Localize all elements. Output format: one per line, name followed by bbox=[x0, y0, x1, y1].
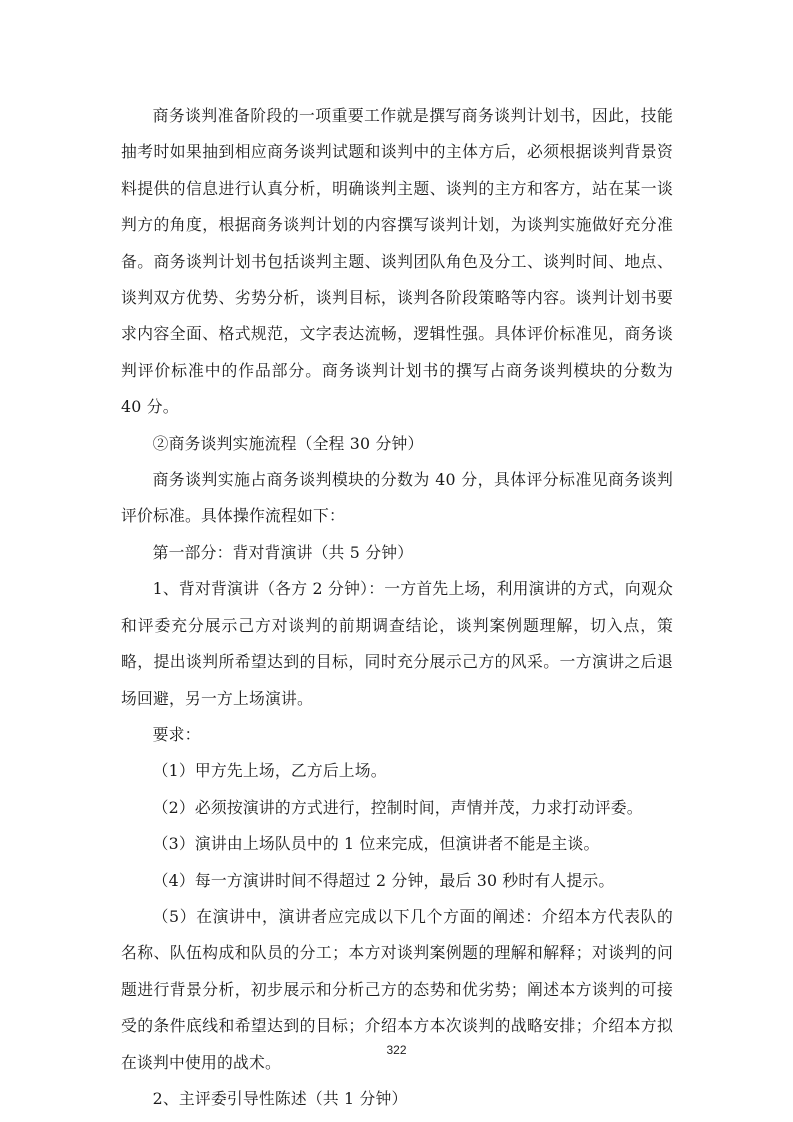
heading-chief-judge-statement: 2、主评委引导性陈述（共 1 分钟） bbox=[152, 1088, 408, 1108]
requirement-item-3: （3）演讲由上场队员中的 1 位来完成，但演讲者不能是主谈。 bbox=[152, 834, 600, 854]
requirement-item-5: （5）在演讲中，演讲者应完成以下几个方面的阐述：介绍本方代表队的名称、队伍构成和队员的分工；本方对谈判案例题的理解和解释；对谈判的问题进行背景分析，初步展示和分析己方的态势和优劣势；阐述本方谈判的可接受的条件底线和希望达到的目标；介绍本方本次谈判的战略安排；介绍本方拟在谈判中使用的战术。 bbox=[121, 906, 673, 1072]
requirements-label: 要求： bbox=[152, 724, 201, 744]
heading-part-one: 第一部分：背对背演讲（共 5 分钟） bbox=[152, 542, 414, 562]
heading-negotiation-process: ②商务谈判实施流程（全程 30 分钟） bbox=[152, 433, 424, 453]
requirement-item-1: （1）甲方先上场，乙方后上场。 bbox=[152, 761, 387, 781]
body-text bbox=[121, 98, 673, 1117]
paragraph-plan-writing: 商务谈判准备阶段的一项重要工作就是撰写商务谈判计划书，因此，技能抽考时如果抽到相应商务谈判试题和谈判中的主体方后，必须根据谈判背景资料提供的信息进行认真分析，明确谈判主题、谈判的主方和客方，站在某一谈判方的角度，根据商务谈判计划的内容撰写谈判计划，为谈判实施做好充分准备。商务谈判计划书包括谈判主题、谈判团队角色及分工、谈判时间、地点、谈判双方优势、劣势分析，谈判目标，谈判各阶段策略等内容。谈判计划书要求内容全面、格式规范，文字表达流畅，逻辑性强。具体评价标准见，商务谈判评价标准中的作品部分。商务谈判计划书的撰写占商务谈判模块的分数为 40 分。 bbox=[121, 106, 673, 417]
page-number: 322 bbox=[386, 1043, 407, 1057]
paragraph-scoring: 商务谈判实施占商务谈判模块的分数为 40 分，具体评分标准见商务谈判评价标准。具体操作流程如下： bbox=[121, 470, 673, 526]
requirement-item-2: （2）必须按演讲的方式进行，控制时间，声情并茂，力求打动评委。 bbox=[152, 797, 643, 817]
paragraph-speech-description: 1、背对背演讲（各方 2 分钟）：一方首先上场，利用演讲的方式，向观众和评委充分展示己方对谈判的前期调查结论，谈判案例题理解，切入点，策略，提出谈判所希望达到的目标，同时充分展示己方的风采。一方演讲之后退场回避，另一方上场演讲。 bbox=[121, 579, 673, 708]
requirement-item-4: （4）每一方演讲时间不得超过 2 分钟，最后 30 秒时有人提示。 bbox=[152, 870, 615, 890]
